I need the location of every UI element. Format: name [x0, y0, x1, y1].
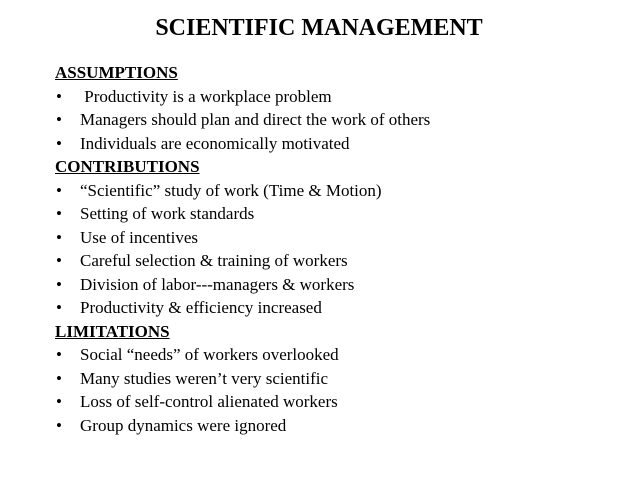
list-item [55, 296, 625, 320]
list-item [55, 414, 625, 438]
list-item-text: Group dynamics were ignored [80, 415, 287, 435]
list-item-text: “Scientific” study of work (Time & Motion) [80, 180, 382, 200]
bullet-icon: • [56, 180, 62, 200]
list-item [55, 85, 625, 109]
section-heading: CONTRIBUTIONS [55, 157, 200, 176]
list-item [55, 343, 625, 367]
section-assumptions [55, 61, 625, 155]
list-item-text: Social “needs” of workers overlooked [80, 345, 339, 364]
list-item [55, 273, 625, 297]
list-item-text: Use of incentives [80, 227, 199, 247]
bullet-icon: • [56, 415, 62, 435]
bullet-icon: • [56, 392, 62, 411]
section-limitations [55, 320, 625, 438]
list-item [55, 390, 625, 414]
list-item [55, 226, 625, 250]
slide-title: SCIENTIFIC MANAGEMENT [155, 15, 483, 41]
bullet-icon: • [56, 274, 62, 294]
list-item-text: Productivity & efficiency increased [80, 298, 322, 317]
slide-content [55, 61, 625, 437]
list-item [55, 367, 625, 391]
list-item-text: Many studies weren’t very scientific [80, 368, 329, 388]
list-item [55, 108, 625, 132]
list-item-text: Productivity is a workplace problem [80, 86, 332, 106]
section-heading: LIMITATIONS [55, 321, 170, 341]
bullet-icon: • [56, 110, 62, 129]
list-item [55, 202, 625, 226]
list-item [55, 132, 625, 156]
list-item-text: Individuals are economically motivated [80, 133, 350, 153]
list-item [55, 179, 625, 203]
list-item-text: Careful selection & training of workers [80, 251, 348, 270]
list-item-text: Division of labor---managers & workers [80, 274, 355, 294]
bullet-icon: • [56, 227, 62, 247]
bullet-list [55, 179, 625, 320]
bullet-icon: • [56, 133, 62, 153]
bullet-icon: • [56, 298, 62, 317]
section-contributions [55, 155, 625, 320]
bullet-icon: • [56, 86, 62, 106]
list-item [55, 249, 625, 273]
list-item-text: Loss of self-control alienated workers [80, 392, 338, 411]
bullet-icon: • [56, 345, 62, 364]
list-item-text: Managers should plan and direct the work of others [80, 110, 431, 129]
bullet-icon: • [56, 251, 62, 270]
bullet-icon: • [56, 204, 62, 223]
bullet-list [55, 85, 625, 156]
section-heading: ASSUMPTIONS [55, 63, 178, 82]
bullet-list [55, 343, 625, 437]
bullet-icon: • [56, 368, 62, 388]
list-item-text: Setting of work standards [80, 204, 255, 223]
